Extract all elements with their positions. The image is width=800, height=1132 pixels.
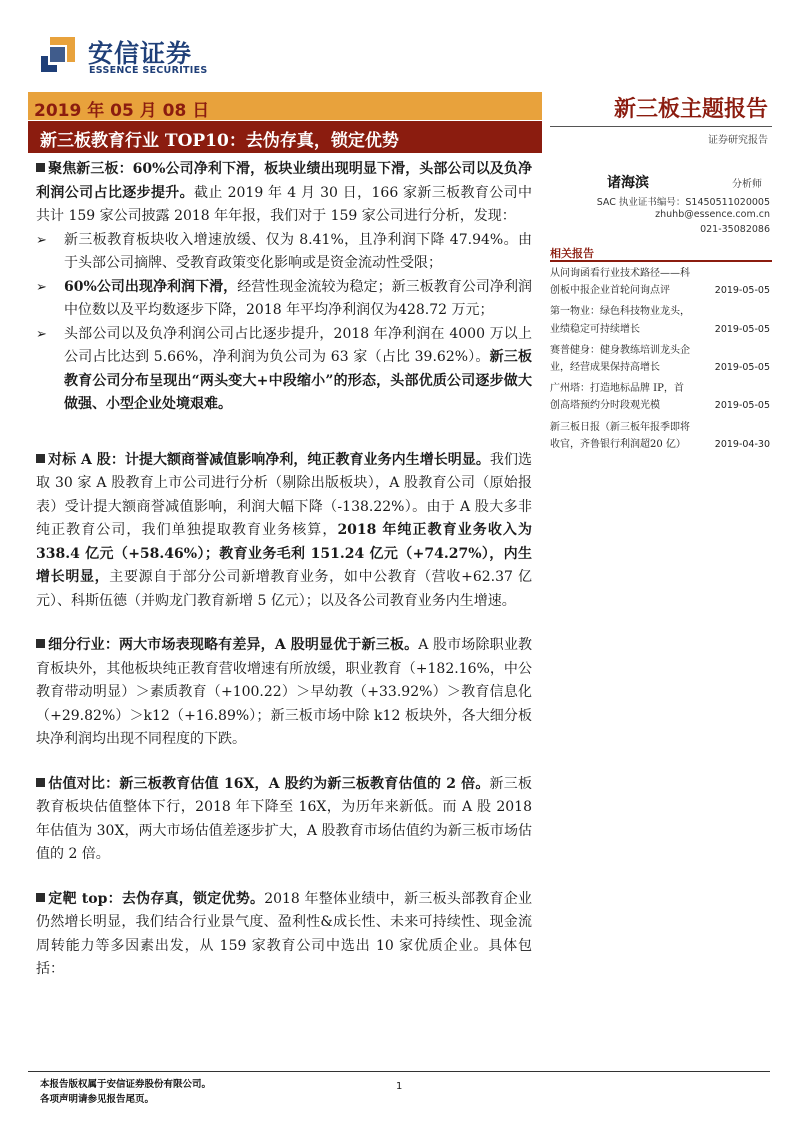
bullet-bold: 60%公司出现净利润下滑，: [64, 278, 238, 295]
section-heading: 细分行业：两大市场表现略有差异，A 股明显优于新三板。: [48, 637, 419, 653]
related-date: 2019-04-30: [714, 438, 770, 450]
section-focus: [36, 158, 532, 229]
section-benchmark: [36, 449, 532, 614]
brand-name-en: ESSENCE SECURITIES: [89, 65, 208, 76]
section-text: A 股市场除职业教育板块外，其他板块纯正教育营收增速有所放缓，职业教育（+182.16%，中公教育带动明显）＞素质教育（+100.22）＞早幼教（+33.92%）＞教育信息化（+29.82%）＞k12（+16.89%）；新三板市场中除 k12 板块外，各大细分板块净利润均出现不同程度的下跌。: [36, 637, 532, 747]
brand-name-cn: 安信证券: [88, 39, 193, 68]
section-heading: 估值对比：新三板教育估值 16X，A 股约为新三板教育估值的 2 倍。: [48, 775, 490, 792]
related-item[interactable]: [550, 265, 772, 299]
related-heading: 相关报告: [550, 247, 594, 260]
analyst-phone: 021-35082086: [700, 224, 770, 235]
analyst-email[interactable]: zhuhb@essence.com.cn: [655, 209, 770, 220]
bullet-text: 新三板教育板块收入增速放缓、仅为 8.41%，且净利润下降 47.94%。由于头部公司摘牌、受教育政策变化影响或是资金流动性受限；: [64, 231, 532, 271]
related-title: 第一物业：绿色科技物业龙头，业绩稳定可持续增长: [550, 306, 690, 335]
date-bar: [28, 92, 542, 120]
related-item[interactable]: [550, 380, 772, 414]
related-title: 赛普健身：健身教练培训龙头企业，经营成果保持高增长: [550, 344, 690, 374]
footer-divider: [28, 1071, 770, 1072]
divider: [550, 126, 772, 127]
bullet-item: [36, 229, 532, 276]
page-number: 1: [396, 1081, 403, 1092]
related-date: 2019-05-05: [714, 285, 770, 297]
report-type: 新三板主题报告: [613, 96, 768, 122]
section-text: 截止 2019 年 4 月 30 日，166 家新三板教育公司中共计 159 家公司披露 2018 年年报，我们对于 159 家公司进行分析，发现：: [36, 184, 532, 224]
main-content: [36, 158, 532, 982]
arrow-bullet-icon: ➢: [36, 232, 47, 248]
section-text: 主要源自于部分公司新增教育业务，如中公教育（营收+62.37 亿元）、科斯伍德（并购龙门教育新增 5 亿元）；以及各公司教育业务内生增速。: [36, 569, 533, 609]
footer-line: 本报告版权属于安信证券股份有限公司。: [40, 1079, 212, 1090]
related-date: 2019-05-05: [714, 323, 770, 335]
section-text: 我们选取 30 家 A 股教育上市公司进行分析（剔除出版板块），A 股教育公司（原始报表）受计提大额商誉减值影响，利润大幅下降（-138.22%）。由于 A 股大多非纯正教育公司，我们单独提取教育业务核算，: [36, 451, 533, 538]
section-heading: 聚焦新三板：60%公司净利下滑，板块业绩出现明显下滑，头部公司以及负净利润公司占比逐步提升。: [36, 161, 532, 201]
related-item[interactable]: [550, 419, 772, 453]
report-date: 2019 年 05 月 08 日: [34, 101, 210, 121]
divider: [550, 260, 772, 262]
section-heading: 对标 A 股：计提大额商誉减值影响净利，纯正教育业务内生增长明显。: [48, 451, 490, 468]
logo-mark-icon: [38, 34, 78, 74]
bullet-bold: 新三板教育公司分布呈现出“两头变大+中段缩小”的形态，头部优质公司逐步做大做强、小型企业处境艰难。: [64, 349, 532, 412]
brand-logo: [38, 32, 208, 80]
footer-disclaimer: [40, 1077, 211, 1107]
section-bold: 2018 年纯正教育业务收入为 338.4 亿元（+58.46%）；教育业务毛利 151.24 亿元（+74.27%），内生增长明显，: [36, 522, 532, 585]
square-bullet-icon: [36, 454, 45, 463]
related-date: 2019-05-05: [714, 362, 770, 374]
square-bullet-icon: [36, 163, 45, 172]
footer-line: 各项声明请参见报告尾页。: [40, 1094, 155, 1105]
bullet-item: [36, 276, 532, 323]
related-title: 新三板日报（新三板年报季即将收官，齐鲁银行利润超20 亿）: [550, 421, 690, 450]
bullet-text: 头部公司以及负净利润公司占比逐步提升，2018 年净利润在 4000 万以上公司占比达到 5.66%，净利润为负公司为 63 家（占比 39.62%）。: [64, 325, 532, 365]
arrow-bullet-icon: ➢: [36, 326, 47, 342]
related-title: 广州塔：打造地标品牌 IP，首创高塔预约分时段观光模: [550, 383, 684, 412]
section-segments: [36, 634, 532, 752]
related-title: 从问询函看行业技术路径——科创板中报企业首轮问询点评: [550, 268, 690, 297]
square-bullet-icon: [36, 893, 45, 902]
bullet-item: [36, 323, 532, 417]
related-item[interactable]: [550, 303, 772, 337]
analyst-sac: SAC 执业证书编号：S1450511020005: [596, 197, 770, 208]
related-item[interactable]: [550, 342, 772, 376]
report-subtype: 证券研究报告: [708, 135, 768, 146]
analyst-title: 分析师: [732, 179, 762, 190]
report-title: 新三板教育行业 TOP10：去伪存真，锁定优势: [40, 131, 399, 151]
analyst-name: 诸海滨: [607, 175, 649, 191]
section-valuation: [36, 773, 532, 867]
square-bullet-icon: [36, 639, 45, 648]
related-list: [550, 265, 772, 457]
section-text: 2018 年整体业绩中，新三板头部教育企业仍然增长明显，我们结合行业景气度、盈利性&成长性、未来可持续性、现金流周转能力等多因素出发，从 159 家教育公司中选出 10 家优质企业。具体包括：: [36, 890, 533, 977]
related-date: 2019-05-05: [714, 400, 770, 412]
section-heading: 定靶 top：去伪存真，锁定优势。: [48, 890, 265, 907]
title-bar: [28, 121, 542, 153]
square-bullet-icon: [36, 778, 45, 787]
arrow-bullet-icon: ➢: [36, 279, 47, 295]
bullet-text: 经营性现金流较为稳定；新三板教育公司净利润中位数以及平均数逐步下降，2018 年平均净利润仅为428.72 万元；: [64, 278, 532, 318]
section-top10: [36, 888, 532, 982]
section-text: 新三板教育板块估值整体下行，2018 年下降至 16X，为历年来新低。而 A 股 2018 年估值为 30X，两大市场估值差逐步扩大，A 股教育市场估值约为新三板市场估值的 2 倍。: [36, 775, 532, 862]
